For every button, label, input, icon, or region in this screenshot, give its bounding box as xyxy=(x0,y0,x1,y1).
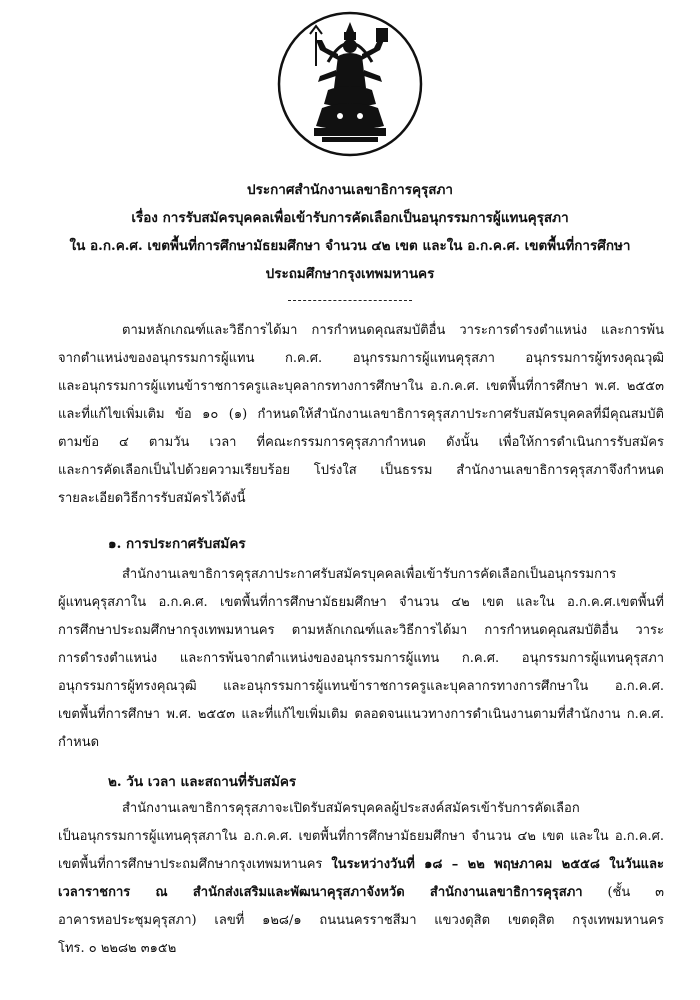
contact-phone: โทร. ๐ ๒๒๘๒ ๓๑๕๒ xyxy=(58,941,177,956)
section-1-line: เขตพื้นที่การศึกษา พ.ศ. ๒๕๕๓ และที่แก้ไขเพิ่มเติม ตลอดจนแนวทางการดำเนินงานตามที่สำนักงาน ก.ค.ศ. xyxy=(58,707,664,722)
subject-line-3: ประถมศึกษากรุงเทพมหานคร xyxy=(265,266,435,282)
application-period: ในระหว่างวันที่ ๑๘ – ๒๒ พฤษภาคม ๒๕๕๘ ในวันและ xyxy=(331,857,665,872)
section-2-heading: ๒. วัน เวลา และสถานที่รับสมัคร xyxy=(108,774,297,790)
intro-line: จากตำแหน่งของอนุกรรมการผู้แทน ก.ค.ศ. อนุกรรมการผู้แทนคุรุสภา อนุกรรมการผู้ทรงคุณวุฒิ xyxy=(58,351,664,366)
section-2-line: เป็นอนุกรรมการผู้แทนคุรุสภาใน อ.ก.ค.ศ. เขตพื้นที่การศึกษามัธยมศึกษา จำนวน ๔๒ เขต และใน อ.ก.ค.ศ. xyxy=(58,829,664,844)
section-2-text: เขตพื้นที่การศึกษาประถมศึกษากรุงเทพมหานคร xyxy=(58,857,332,872)
intro-line: ตามหลักเกณฑ์และวิธีการได้มา การกำหนดคุณสมบัติอื่น วาระการดำรงตำแหน่ง และการพ้น xyxy=(122,323,664,338)
subject-line-2: ใน อ.ก.ค.ศ. เขตพื้นที่การศึกษามัธยมศึกษา จำนวน ๔๒ เขต และใน อ.ก.ค.ศ. เขตพื้นที่การศึกษา xyxy=(69,238,631,254)
section-2-line xyxy=(58,856,664,874)
intro-line: และการคัดเลือกเป็นไปด้วยความเรียบร้อย โปร่งใส เป็นธรรม สำนักงานเลขาธิการคุรุสภาจึงกำหนด xyxy=(58,463,664,478)
section-2-line: อาคารหอประชุมคุรุสภา) เลขที่ ๑๒๘/๑ ถนนนครราชสีมา แขวงดุสิต เขตดุสิต กรุงเทพมหานคร xyxy=(58,913,664,928)
subject-line: เรื่อง การรับสมัครบุคคลเพื่อเข้ารับการคัดเลือกเป็นอนุกรรมการผู้แทนคุรุสภา xyxy=(131,210,569,226)
section-2-text: (ชั้น ๓ xyxy=(582,885,664,900)
section-1-line: อนุกรรมการผู้ทรงคุณวุฒิ และอนุกรรมการผู้แทนข้าราชการครูและบุคลากรทางการศึกษาใน อ.ก.ค.ศ. xyxy=(58,679,664,694)
application-location: เวลาราชการ ณ สำนักส่งเสริมและพัฒนาคุรุสภาจังหวัด สำนักงานเลขาธิการคุรุสภา xyxy=(58,885,583,900)
section-1-line: ผู้แทนคุรุสภาใน อ.ก.ค.ศ. เขตพื้นที่การศึกษามัธยมศึกษา จำนวน ๔๒ เขต และใน อ.ก.ค.ศ.เขตพื้นที่ xyxy=(58,595,664,610)
header-divider xyxy=(288,300,412,301)
intro-line: และอนุกรรมการผู้แทนข้าราชการครูและบุคลากรทางการศึกษาใน อ.ก.ค.ศ. เขตพื้นที่การศึกษา พ.ศ. ๒๕๕๓ xyxy=(58,379,664,394)
section-1-line: การดำรงตำแหน่ง และการพ้นจากตำแหน่งของอนุกรรมการผู้แทน ก.ค.ศ. อนุกรรมการผู้แทนคุรุสภา xyxy=(58,651,664,666)
intro-line: และที่แก้ไขเพิ่มเติม ข้อ ๑๐ (๑) กำหนดให้สำนักงานเลขาธิการคุรุสภาประกาศรับสมัครบุคคลที่มีคุณสมบัติ xyxy=(58,407,664,422)
section-1-line: กำหนด xyxy=(58,735,100,750)
section-1-line: การศึกษาประถมศึกษากรุงเทพมหานคร ตามหลักเกณฑ์และวิธีการได้มา การกำหนดคุณสมบัติอื่น วาระ xyxy=(58,623,664,638)
section-1-line: สำนักงานเลขาธิการคุรุสภาประกาศรับสมัครบุคคลเพื่อเข้ารับการคัดเลือกเป็นอนุกรรมการ xyxy=(122,567,617,582)
section-2-line: สำนักงานเลขาธิการคุรุสภาจะเปิดรับสมัครบุคคลผู้ประสงค์สมัครเข้ารับการคัดเลือก xyxy=(122,801,580,816)
intro-line: รายละเอียดวิธีการรับสมัครไว้ดังนี้ xyxy=(58,491,246,506)
section-2-line xyxy=(58,884,664,902)
announcement-title: ประกาศสำนักงานเลขาธิการคุรุสภา xyxy=(247,182,453,198)
intro-line: ตามข้อ ๔ ตามวัน เวลา ที่คณะกรรมการคุรุสภากำหนด ดังนั้น เพื่อให้การดำเนินการรับสมัคร xyxy=(58,435,664,450)
khurusapha-emblem-icon xyxy=(276,10,424,158)
section-1-heading: ๑. การประกาศรับสมัคร xyxy=(108,536,246,552)
